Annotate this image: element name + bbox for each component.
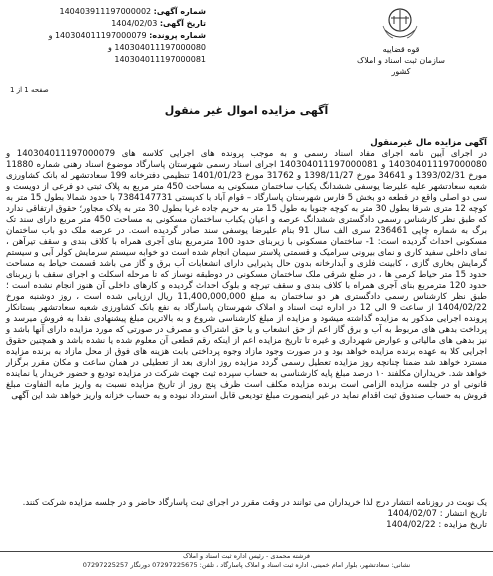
judiciary-label: قوه قضاییه: [382, 45, 420, 54]
file-number-row: [6, 30, 206, 42]
judiciary-emblem-icon: [377, 4, 423, 44]
file-number-row-3: [6, 54, 206, 66]
file-number-1: 140304011197000079 و: [48, 31, 147, 40]
signer-name: فرشته محمدی: [270, 552, 311, 560]
page-number: صفحه 1 از 1: [10, 86, 49, 94]
notice-date: 1404/02/03: [111, 19, 158, 28]
notice-body: [6, 138, 487, 402]
registration-org-label: سازمان ثبت اسناد و املاک کشور: [357, 56, 445, 76]
office-address: نشانی: سعادتشهر، بلوار امام خمینی، اداره ثبت اسناد و املاک پاسارگاد: [220, 561, 411, 569]
signer-block: فرشته محمدی - رئیس اداره ثبت اسناد و املاک: [182, 552, 311, 560]
closing-text: یک نوبت در روزنامه انتشار درج لذا خریداران می توانند در وقت مقرر در اجرای ثبت پاسارگاد حاضر و در جلسه مزایده شرکت کنند.: [22, 498, 487, 508]
contact-line: نشانی: سعادتشهر، بلوار امام خمینی، اداره ثبت اسناد و املاک پاسارگاد ، تلفن: 07297225675 دورنگار 07297225257: [82, 561, 411, 569]
notice-number-label: شماره آگهی:: [153, 7, 206, 16]
notice-metadata: [6, 6, 206, 66]
auction-date: 1404/02/22: [386, 520, 436, 530]
file-number-row-2: [6, 42, 206, 54]
body-subtitle: آگهی مزایده مال غیرمنقول: [370, 138, 487, 148]
file-number-2: 140304011197000080 و: [107, 43, 206, 52]
auction-date-label: تاریخ مزایده :: [438, 520, 487, 530]
file-number-3: 140304011197000081: [114, 55, 206, 64]
letterhead: [0, 0, 493, 94]
notice-date-label: تاریخ آگهی:: [159, 19, 206, 28]
notice-number: 140403911197000002: [59, 7, 152, 16]
office-phone: تلفن: 07297225675 دورنگار 07297225257: [82, 561, 215, 569]
publication-date-label: تاریخ انتشار :: [439, 509, 487, 519]
body-text: در اجرای آیین نامه اجرای مفاد اسناد رسمی و به موجب پرونده های اجرایی کلاسه های 140304011197000079 و 140304011197000080 و 140304011197000081 اجرای اسناد رسمی شهرستان پاسارگاد موضوع اسناد رهنی شماره 11880 مورخ 1393/02/31 و 34641 مورخ 1398/11/27 و 31762 مورخ 1401/01/23 تنظیمی دفترخانه 199 سعادتشهر له بانک کشاورزی شعبه سعادتشهر علیه علیرضا یوسفی ششدانگ یکباب ساختمان مسکونی به مساحت 450 متر مربع به پلاک ثبتی دو فرعی از دویست و سی دو اصلی واقع در قطعه دو بخش 5 فارس شهرستان پاسارگاد – قوام آباد با کدپستی 7384147731 با حدود شمالا بطول 15 متر به کوچه 12 متری شرقا بطول 30 متر به کوچه جنوبا به طول 15 متر به حریم جاده غربا بطول 30 متر به پلاک مجاور؛ حقوق ارتفاقی ندارد که طبق نظر کارشناس رسمی دادگستری ششدانگ عرصه و اعیان یکباب ساختمان مسکونی به مساحت 450 متر مربع دارای سند تک برگ به شماره چاپی 236461 سری الف سال 91 بنام علیرضا یوسفی سند صادر گردیده است. در عرصه ملک دو باب ساختمان مسکونی احداث گردیده است: 1- ساختمان مسکونی با زیربنای حدود 100 مترمربع بنای آجری همراه با کلاف بندی و سقف تیرآهن ، نمای داخلی سفید کاری و نمای بیرونی سرامیک و قسمتی پلاستر سیمان انجام شده است دو خوابه سیستم سرمایش کولر آبی و سیستم گرمایش بخاری گازی ، کابینت فلزی و آبدارخانه بدون حال پذیرایی دارای انشعابات آب برق و گاز می باشد قسمت حیاط به مساحت حدود 15 متر حیاط کرمی ها ، در ضلع شرقی ملک ساختمان مسکونی در دوطبقه نوساز که تا مرحله اسکلت و اجرای سقف با زیربنای حدود 120 مترمربع بنای آجری همراه با کلاف بندی و سقف تیرچه و بلوک احداث گردیده و کارهای داخلی آن هنوز انجام نشده است ؛ طبق نظر کارشناس رسمی دادگستری هر دو ساختمان به مبلغ 11,400,000,000 ریال ارزیابی شده است ، روز دوشنبه مورخ 1404/02/22 از ساعت 9 الی 12 در اداره ثبت اسناد و املاک شهرستان پاسارگاد به نفع بانک کشاورزی شعبه سعادتشهر بستانکار پرونده اجرایی مذکور به مزایده گذاشته میشود و مزایده از مبلغ کارشناسی شروع و به بالاترین مبلغ پیشنهادی نقدا به فروش میرسد و پرداخت بدهی های مربوط به آب و برق گاز اعم از حق انشعاب و یا حق اشتراک و مصرف در صورتی که مورد مزایده دارای آنها باشد و نیز بدهی های مالیاتی و عوارض شهرداری و غیره تا تاریخ مزایده اعم از اینکه رقم قطعی آن معلوم شده یا نشده باشد و همچنین حقوق اجرایی کلا به عهده برنده مزایده خواهد بود و در صورت وجود مازاد وجوه پرداختی بابت هزینه های فوق از محل مازاد به برنده مزایده مسترد خواهد شد ضمنا چنانچه روز مزایده تعطیل رسمی گردد مزایده روز اداری بعد از تعطیلی در همان ساعت و مکان مقرر برگزار خواهد شد. خریداران مکلفند ۱۰ درصد مبلغ پایه کارشناسی به حساب سپرده ثبت جهت شرکت در مزایده تودیع و حضور خریدار یا نماینده قانونی او در جلسه مزایده الزامی است برنده مزایده مکلف است ظرف پنج روز از تاریخ مزایده نسبت به واریز مابه التفاوت مبلغ فروش به حساب صندوق ثبت اقدام نماید در غیر اینصورت مبلغ تودیعی قابل استرداد نبوده و به حساب خزانه واریز خواهد شد این آگهی: [6, 149, 488, 401]
document-title: آگهی مزایده اموال غیر منقول: [164, 104, 329, 117]
publication-date: 1404/02/07: [387, 509, 437, 519]
auction-date-row: [6, 520, 487, 531]
notice-number-row: [6, 6, 206, 18]
signer-role: رئیس اداره ثبت اسناد و املاک: [182, 552, 264, 560]
footer: [0, 551, 493, 576]
closing-section: [6, 498, 487, 531]
notice-date-row: [6, 18, 206, 30]
department-name: [351, 44, 451, 77]
file-number-label: شماره پرونده:: [149, 31, 206, 40]
publication-date-row: [6, 509, 487, 520]
